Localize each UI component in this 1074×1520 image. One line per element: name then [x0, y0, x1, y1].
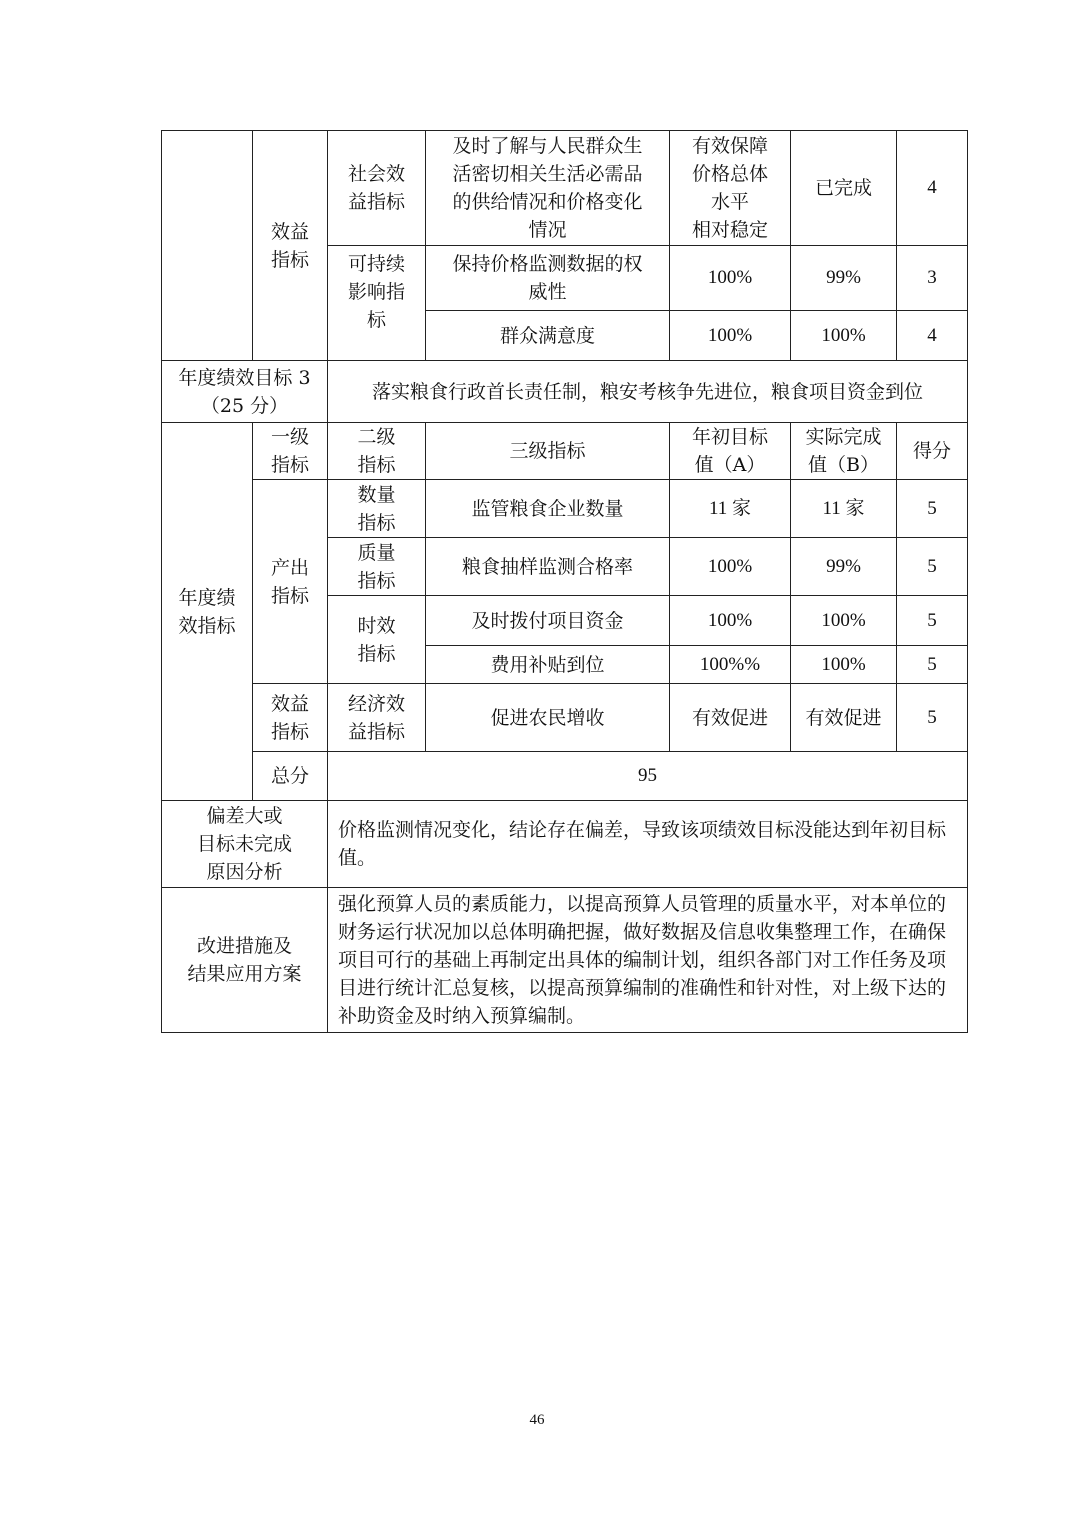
level2-label: 经济效 益指标: [347, 692, 405, 743]
level3-label: 促进农民增收: [490, 706, 605, 729]
level1-label: 效益 指标: [270, 220, 309, 271]
score-value: 5: [927, 609, 937, 631]
total-value: 95: [638, 765, 657, 786]
level3-cell: [426, 311, 670, 361]
level2-cell: [328, 480, 426, 538]
level2-label: 数量 指标: [357, 483, 396, 534]
level3-label: 费用补贴到位: [490, 653, 605, 676]
score-cell: [897, 480, 968, 538]
improve-label: 改进措施及 结果应用方案: [187, 935, 302, 985]
score-value: 3: [927, 267, 937, 288]
deviation-content-cell: [328, 801, 968, 888]
level1-output-cell: [253, 480, 328, 684]
target-cell: [670, 131, 791, 246]
annual-indicator-cell: [162, 423, 253, 801]
actual-cell: [791, 480, 897, 538]
score-cell: [897, 311, 968, 361]
level3-label: 群众满意度: [499, 324, 595, 347]
deviation-content: 价格监测情况变化，结论存在偏差，导致该项绩效目标没能达到年初目标值。: [338, 819, 947, 869]
total-row: [162, 752, 968, 801]
level2-label: 社会效 益指标: [347, 163, 405, 213]
score-value: 4: [927, 324, 937, 346]
actual-cell: [791, 646, 897, 684]
target-value: 100%: [707, 555, 753, 577]
score-value: 4: [927, 177, 937, 198]
target-cell: [670, 596, 791, 646]
target-value: 11 家: [708, 497, 752, 519]
header-target-label: 年初目标 值（A）: [691, 426, 768, 476]
table-row: [162, 480, 968, 538]
target-cell: [670, 246, 791, 311]
header-level2-label: 二级 指标: [357, 426, 396, 476]
target-cell: [670, 646, 791, 684]
level2-cell: [328, 131, 426, 246]
score-value: 5: [927, 555, 937, 577]
header-score: [897, 423, 968, 480]
level3-cell: [426, 131, 670, 246]
target-value: 有效促进: [691, 706, 768, 729]
level3-cell: [426, 480, 670, 538]
level2-cell: [328, 684, 426, 752]
level3-cell: [426, 646, 670, 684]
performance-table: [161, 130, 968, 1033]
table-row: [162, 131, 968, 246]
actual-value: 已完成: [814, 177, 872, 199]
target-value: 100%: [707, 324, 753, 346]
level3-label: 粮食抽样监测合格率: [461, 555, 633, 578]
header-level1-label: 一级 指标: [270, 426, 309, 476]
actual-cell: [791, 684, 897, 752]
improve-row: [162, 888, 968, 1033]
score-value: 5: [927, 497, 937, 519]
actual-cell: [791, 596, 897, 646]
deviation-row: [162, 801, 968, 888]
level3-label: 及时拨付项目资金: [471, 609, 624, 632]
actual-cell: [791, 311, 897, 361]
level2-cell: [328, 538, 426, 596]
target-value: 100%%: [699, 653, 761, 675]
header-level3: [426, 423, 670, 480]
actual-value: 100%: [821, 609, 866, 631]
goal3-label: 年度绩效目标 3 （25 分）: [178, 366, 311, 417]
level3-cell: [426, 684, 670, 752]
level3-cell: [426, 246, 670, 311]
actual-value: 99%: [826, 267, 861, 288]
level1-benefit-cell: [253, 684, 328, 752]
header-row: [162, 423, 968, 480]
actual-value: 11 家: [822, 497, 865, 519]
actual-cell: [791, 131, 897, 246]
improve-label-cell: [162, 888, 328, 1033]
level3-label: 监管粮食企业数量: [471, 497, 624, 520]
score-value: 5: [927, 653, 937, 675]
header-target: [670, 423, 791, 480]
goal3-content-cell: [328, 361, 968, 423]
level2-label: 质量 指标: [357, 541, 396, 592]
target-value: 有效保障 价格总体 水平 相对稳定: [691, 135, 768, 241]
target-cell: [670, 311, 791, 361]
score-cell: [897, 646, 968, 684]
goal3-row: [162, 361, 968, 423]
improve-content: 强化预算人员的素质能力，以提高预算人员管理的质量水平，对本单位的财务运行状况加以总体明确把握，做好数据及信息收集整理工作，在确保项目可行的基础上再制定出具体的编制计划，组织各部门对工作任务及项目进行统计汇总复核，以提高预算编制的准确性和针对性，对上级下达的补助资金及时纳入预算编制。: [338, 893, 947, 1027]
level3-cell: [426, 596, 670, 646]
level2-label: 可持续 影响指 标: [347, 253, 405, 331]
header-actual: [791, 423, 897, 480]
target-cell: [670, 480, 791, 538]
level1-label: 产出 指标: [270, 556, 309, 607]
level1-label: 效益 指标: [270, 692, 309, 743]
level3-label: 保持价格监测数据的权 威性: [452, 253, 643, 303]
score-cell: [897, 538, 968, 596]
actual-value: 有效促进: [805, 706, 882, 729]
actual-cell: [791, 538, 897, 596]
level2-cell: [328, 246, 426, 361]
total-value-cell: [328, 752, 968, 801]
header-level3-label: 三级指标: [509, 440, 586, 462]
actual-value: 99%: [826, 555, 861, 577]
level3-cell: [426, 538, 670, 596]
score-value: 5: [927, 706, 937, 728]
level3-label: 及时了解与人民群众生 活密切相关生活必需品 的供给情况和价格变化 情况: [452, 135, 643, 241]
empty-label-cell: [162, 131, 253, 361]
target-cell: [670, 538, 791, 596]
target-cell: [670, 684, 791, 752]
table-row: [162, 684, 968, 752]
score-cell: [897, 684, 968, 752]
total-label-cell: [253, 752, 328, 801]
score-cell: [897, 131, 968, 246]
level2-label: 时效 指标: [357, 614, 396, 665]
header-level1: [253, 423, 328, 480]
deviation-label: 偏差大或 目标未完成 原因分析: [196, 805, 292, 883]
improve-content-cell: [328, 888, 968, 1033]
header-score-label: 得分: [912, 440, 951, 462]
actual-cell: [791, 246, 897, 311]
total-label: 总分: [270, 765, 309, 787]
level2-cell: [328, 596, 426, 684]
score-cell: [897, 246, 968, 311]
actual-value: 100%: [821, 653, 866, 675]
target-value: 100%: [707, 267, 753, 288]
actual-value: 100%: [821, 324, 866, 346]
page-number: 46: [529, 1412, 545, 1428]
goal3-content: 落实粮食行政首长责任制，粮安考核争先进位，粮食项目资金到位: [371, 380, 923, 403]
level1-benefit-cell: [253, 131, 328, 361]
score-cell: [897, 596, 968, 646]
annual-indicator-label: 年度绩 效指标: [178, 586, 236, 637]
deviation-label-cell: [162, 801, 328, 888]
header-level2: [328, 423, 426, 480]
target-value: 100%: [707, 609, 753, 631]
header-actual-label: 实际完成 值（B）: [805, 426, 882, 476]
goal3-label-cell: [162, 361, 328, 423]
